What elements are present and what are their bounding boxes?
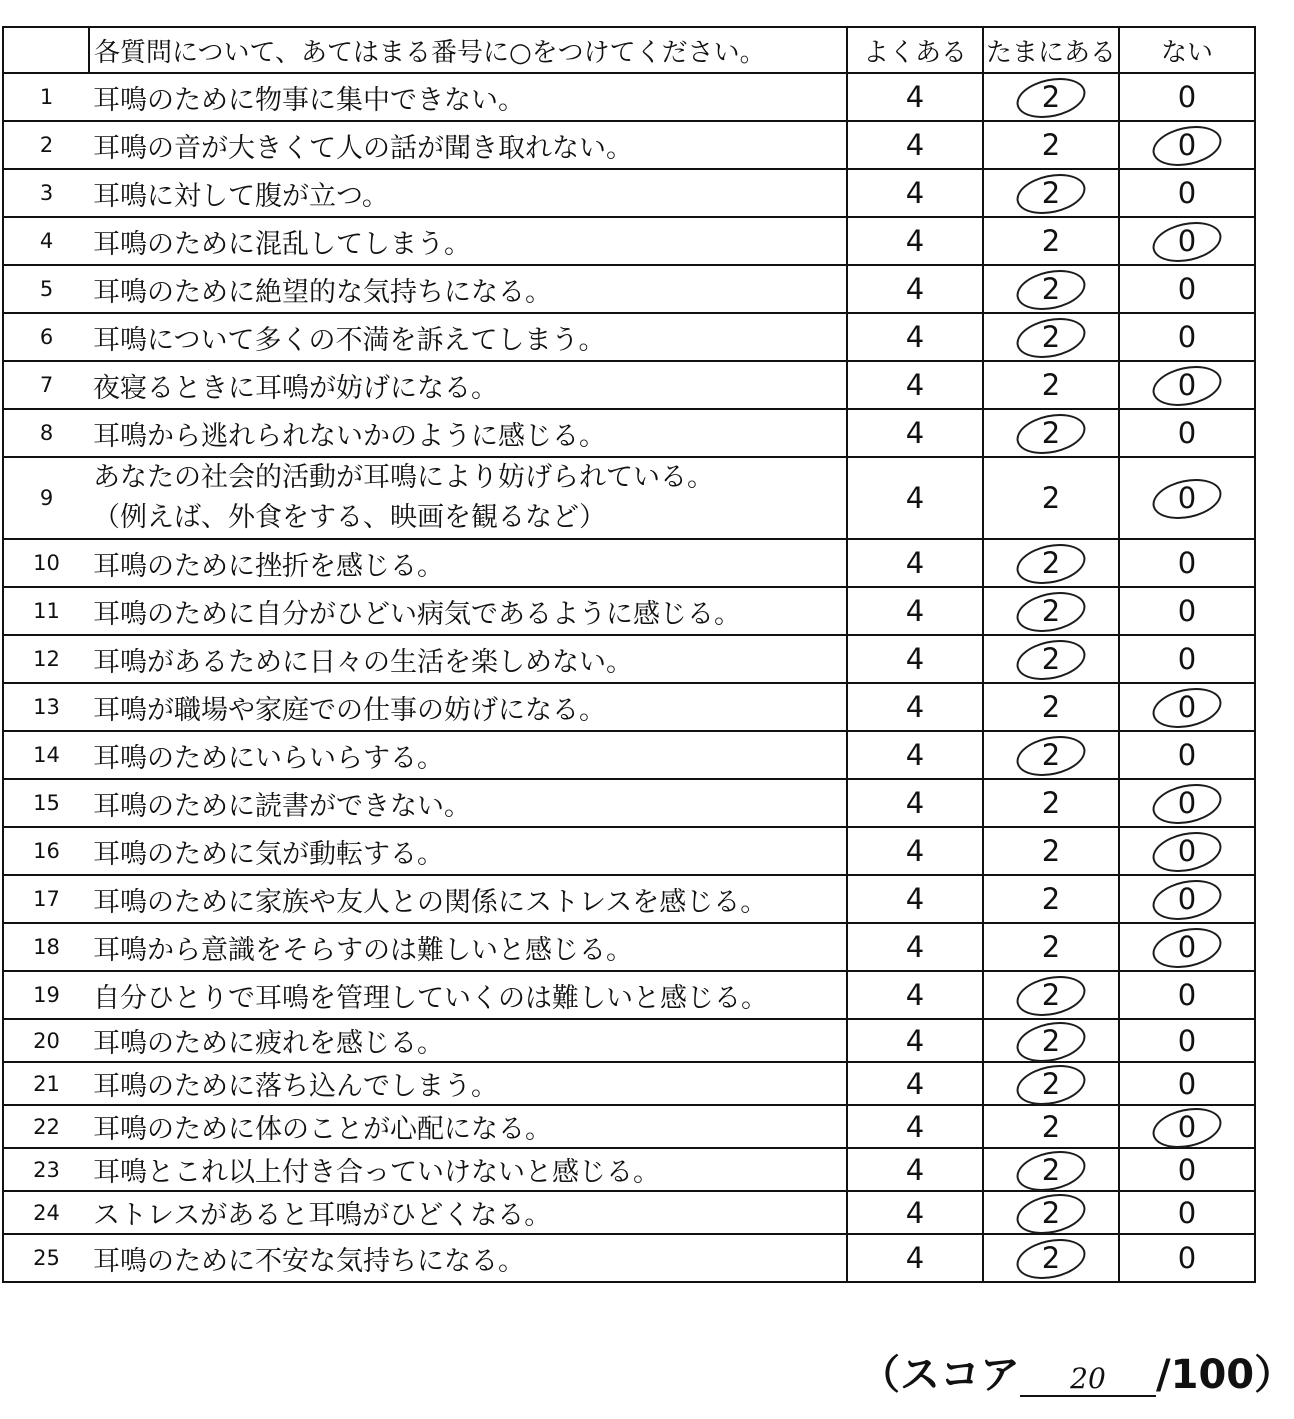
often-option-value: 4 — [905, 416, 925, 450]
sometimes-option-value: 2 — [1041, 128, 1061, 162]
never-option[interactable] — [1119, 361, 1255, 409]
never-option-value: 0 — [1177, 1195, 1197, 1230]
sometimes-option-value: 2 — [1041, 368, 1061, 402]
never-option-value: 0 — [1177, 176, 1197, 210]
table-row — [3, 1062, 1255, 1105]
never-option-value: 0 — [1177, 224, 1197, 258]
header-number-cell — [3, 27, 89, 73]
table-row — [3, 779, 1255, 827]
sometimes-option-value: 2 — [1041, 481, 1061, 515]
sometimes-option-value: 2 — [1041, 272, 1061, 306]
question-text: ストレスがあると耳鳴がひどくなる。 — [89, 1191, 847, 1234]
often-option[interactable] — [847, 457, 983, 539]
question-number: 10 — [3, 539, 89, 587]
sometimes-option[interactable] — [983, 121, 1119, 169]
often-option[interactable] — [847, 875, 983, 923]
never-option[interactable] — [1119, 875, 1255, 923]
question-number: 17 — [3, 875, 89, 923]
question-number: 18 — [3, 923, 89, 971]
table-row — [3, 409, 1255, 457]
table-row — [3, 73, 1255, 121]
table-row — [3, 361, 1255, 409]
question-text-line: あなたの社会的活動が耳鳴により妨げられている。 — [93, 462, 714, 493]
often-option-value: 4 — [905, 224, 925, 258]
question-text-note: （例えば、外食をする、映画を観るなど） — [93, 502, 606, 533]
question-number: 21 — [3, 1062, 89, 1105]
never-option-value: 0 — [1177, 368, 1197, 402]
question-text: 耳鳴のために挫折を感じる。 — [89, 539, 847, 587]
sometimes-option[interactable] — [983, 539, 1119, 587]
sometimes-option[interactable] — [983, 361, 1119, 409]
table-row — [3, 923, 1255, 971]
never-option[interactable] — [1119, 409, 1255, 457]
often-option-value: 4 — [905, 1152, 925, 1187]
sometimes-option[interactable] — [983, 923, 1119, 971]
never-option-value: 0 — [1177, 786, 1197, 820]
often-option[interactable] — [847, 1019, 983, 1062]
never-option-value: 0 — [1177, 642, 1197, 676]
never-option[interactable] — [1119, 827, 1255, 875]
never-option-value: 0 — [1177, 320, 1197, 354]
table-row — [3, 827, 1255, 875]
table-row — [3, 313, 1255, 361]
never-option[interactable] — [1119, 313, 1255, 361]
score-prefix: （スコア — [860, 1352, 1020, 1398]
table-row — [3, 731, 1255, 779]
question-number: 11 — [3, 587, 89, 635]
never-option-value: 0 — [1177, 1109, 1197, 1144]
question-text: 耳鳴に対して腹が立つ。 — [89, 169, 847, 217]
often-option-value: 4 — [905, 272, 925, 306]
often-option[interactable] — [847, 361, 983, 409]
table-row — [3, 1105, 1255, 1148]
question-number: 2 — [3, 121, 89, 169]
often-option-value: 4 — [905, 1023, 925, 1058]
never-option-value: 0 — [1177, 416, 1197, 450]
never-option[interactable] — [1119, 683, 1255, 731]
never-option[interactable] — [1119, 1148, 1255, 1191]
often-option-value: 4 — [905, 320, 925, 354]
never-option[interactable] — [1119, 217, 1255, 265]
often-option-value: 4 — [905, 368, 925, 402]
never-option[interactable] — [1119, 1234, 1255, 1282]
often-option-value: 4 — [905, 930, 925, 964]
never-option[interactable] — [1119, 1105, 1255, 1148]
often-option[interactable] — [847, 169, 983, 217]
sometimes-option[interactable] — [983, 683, 1119, 731]
often-option[interactable] — [847, 1148, 983, 1191]
question-number: 22 — [3, 1105, 89, 1148]
question-number: 23 — [3, 1148, 89, 1191]
questionnaire-table — [2, 26, 1256, 1283]
sometimes-option-value: 2 — [1041, 1195, 1061, 1230]
never-option-value: 0 — [1177, 738, 1197, 772]
sometimes-option[interactable] — [983, 1191, 1119, 1234]
often-option[interactable] — [847, 683, 983, 731]
score-value[interactable]: 20 — [1020, 1362, 1156, 1397]
question-text: 耳鳴のために落ち込んでしまう。 — [89, 1062, 847, 1105]
question-text: 耳鳴のために自分がひどい病気であるように感じる。 — [89, 587, 847, 635]
question-number: 5 — [3, 265, 89, 313]
sometimes-option[interactable] — [983, 779, 1119, 827]
never-option-value: 0 — [1177, 546, 1197, 580]
often-option-value: 4 — [905, 834, 925, 868]
never-option-value: 0 — [1177, 1152, 1197, 1187]
question-text: 耳鳴のために絶望的な気持ちになる。 — [89, 265, 847, 313]
never-option[interactable] — [1119, 587, 1255, 635]
never-option-value: 0 — [1177, 690, 1197, 724]
never-option[interactable] — [1119, 731, 1255, 779]
never-option[interactable] — [1119, 1019, 1255, 1062]
never-option-value: 0 — [1177, 272, 1197, 306]
sometimes-option-value: 2 — [1041, 978, 1061, 1012]
often-heading: よくある — [847, 27, 983, 73]
never-heading: ない — [1119, 27, 1255, 73]
question-number: 3 — [3, 169, 89, 217]
question-text: 耳鳴から逃れられないかのように感じる。 — [89, 409, 847, 457]
often-option[interactable] — [847, 635, 983, 683]
never-option[interactable] — [1119, 923, 1255, 971]
question-number: 20 — [3, 1019, 89, 1062]
often-option-value: 4 — [905, 1109, 925, 1144]
often-option[interactable] — [847, 121, 983, 169]
never-option-value: 0 — [1177, 1066, 1197, 1101]
often-option-value: 4 — [905, 1066, 925, 1101]
question-text: 耳鳴のために疲れを感じる。 — [89, 1019, 847, 1062]
often-option[interactable] — [847, 779, 983, 827]
often-option-value: 4 — [905, 594, 925, 628]
sometimes-option[interactable] — [983, 169, 1119, 217]
instruction-heading: 各質問について、あてはまる番号に○をつけてください。 — [89, 27, 847, 73]
often-option-value: 4 — [905, 642, 925, 676]
sometimes-option-value: 2 — [1041, 834, 1061, 868]
question-number: 13 — [3, 683, 89, 731]
sometimes-option-value: 2 — [1041, 594, 1061, 628]
table-row — [3, 683, 1255, 731]
question-text: 耳鳴の音が大きくて人の話が聞き取れない。 — [89, 121, 847, 169]
question-text: 耳鳴のためにいらいらする。 — [89, 731, 847, 779]
often-option[interactable] — [847, 1234, 983, 1282]
question-text: 耳鳴から意識をそらすのは難しいと感じる。 — [89, 923, 847, 971]
never-option-value: 0 — [1177, 128, 1197, 162]
often-option[interactable] — [847, 731, 983, 779]
question-number: 4 — [3, 217, 89, 265]
sometimes-option-value: 2 — [1041, 642, 1061, 676]
question-number: 16 — [3, 827, 89, 875]
never-option[interactable] — [1119, 457, 1255, 539]
question-text: 耳鳴とこれ以上付き合っていけないと感じる。 — [89, 1148, 847, 1191]
often-option-value: 4 — [905, 978, 925, 1012]
never-option-value: 0 — [1177, 80, 1197, 114]
often-option[interactable] — [847, 587, 983, 635]
sometimes-option-value: 2 — [1041, 546, 1061, 580]
table-row — [3, 587, 1255, 635]
score-line — [860, 1343, 1294, 1400]
question-rows — [3, 73, 1255, 1282]
sometimes-option-value: 2 — [1041, 1023, 1061, 1058]
question-number: 8 — [3, 409, 89, 457]
sometimes-option[interactable] — [983, 457, 1119, 539]
often-option[interactable] — [847, 313, 983, 361]
question-number: 25 — [3, 1234, 89, 1282]
often-option[interactable] — [847, 1105, 983, 1148]
sometimes-option-value: 2 — [1041, 882, 1061, 916]
sometimes-option-value: 2 — [1041, 416, 1061, 450]
never-option-value: 0 — [1177, 1023, 1197, 1058]
often-option-value: 4 — [905, 1195, 925, 1230]
sometimes-option[interactable] — [983, 1062, 1119, 1105]
never-option[interactable] — [1119, 169, 1255, 217]
sometimes-option-value: 2 — [1041, 176, 1061, 210]
sometimes-option-value: 2 — [1041, 1109, 1061, 1144]
sometimes-option[interactable] — [983, 217, 1119, 265]
question-number: 1 — [3, 73, 89, 121]
score-suffix: /100） — [1156, 1352, 1294, 1398]
never-option-value: 0 — [1177, 481, 1197, 515]
table-row — [3, 169, 1255, 217]
sometimes-option-value: 2 — [1041, 930, 1061, 964]
sometimes-option[interactable] — [983, 587, 1119, 635]
sometimes-option-value: 2 — [1041, 80, 1061, 114]
never-option[interactable] — [1119, 779, 1255, 827]
table-row — [3, 635, 1255, 683]
sometimes-option[interactable] — [983, 73, 1119, 121]
never-option-value: 0 — [1177, 1241, 1197, 1275]
table-row — [3, 1191, 1255, 1234]
never-option[interactable] — [1119, 1191, 1255, 1234]
sometimes-option-value: 2 — [1041, 1152, 1061, 1187]
question-text: 耳鳴のために家族や友人との関係にストレスを感じる。 — [89, 875, 847, 923]
often-option-value: 4 — [905, 546, 925, 580]
question-text: 耳鳴のために混乱してしまう。 — [89, 217, 847, 265]
never-option[interactable] — [1119, 265, 1255, 313]
never-option[interactable] — [1119, 121, 1255, 169]
question-text: 耳鳴のために体のことが心配になる。 — [89, 1105, 847, 1148]
sometimes-option-value: 2 — [1041, 690, 1061, 724]
sometimes-option[interactable] — [983, 409, 1119, 457]
table-row — [3, 539, 1255, 587]
often-option-value: 4 — [905, 1241, 925, 1275]
often-option-value: 4 — [905, 786, 925, 820]
table-row — [3, 265, 1255, 313]
sometimes-option-value: 2 — [1041, 1066, 1061, 1101]
often-option[interactable] — [847, 923, 983, 971]
sometimes-option[interactable] — [983, 265, 1119, 313]
question-text: 耳鳴が職場や家庭での仕事の妨げになる。 — [89, 683, 847, 731]
question-number: 12 — [3, 635, 89, 683]
often-option[interactable] — [847, 409, 983, 457]
table-row — [3, 875, 1255, 923]
sometimes-option[interactable] — [983, 1148, 1119, 1191]
sometimes-option-value: 2 — [1041, 738, 1061, 772]
table-row — [3, 1148, 1255, 1191]
question-number: 14 — [3, 731, 89, 779]
often-option[interactable] — [847, 265, 983, 313]
question-number: 9 — [3, 457, 89, 539]
sometimes-option[interactable] — [983, 971, 1119, 1019]
question-text: 自分ひとりで耳鳴を管理していくのは難しいと感じる。 — [89, 971, 847, 1019]
often-option-value: 4 — [905, 738, 925, 772]
sometimes-option-value: 2 — [1041, 1241, 1061, 1275]
sometimes-option[interactable] — [983, 1019, 1119, 1062]
often-option[interactable] — [847, 827, 983, 875]
question-text — [89, 457, 847, 539]
often-option-value: 4 — [905, 80, 925, 114]
header-row — [3, 27, 1255, 73]
table-row — [3, 457, 1255, 539]
question-number: 19 — [3, 971, 89, 1019]
sometimes-option-value: 2 — [1041, 786, 1061, 820]
question-number: 6 — [3, 313, 89, 361]
never-option[interactable] — [1119, 971, 1255, 1019]
sometimes-heading: たまにある — [983, 27, 1119, 73]
often-option-value: 4 — [905, 882, 925, 916]
often-option[interactable] — [847, 73, 983, 121]
table-row — [3, 1019, 1255, 1062]
sometimes-option-value: 2 — [1041, 320, 1061, 354]
never-option[interactable] — [1119, 1062, 1255, 1105]
questionnaire — [2, 26, 1254, 1283]
never-option[interactable] — [1119, 635, 1255, 683]
question-number: 24 — [3, 1191, 89, 1234]
sometimes-option[interactable] — [983, 635, 1119, 683]
often-option[interactable] — [847, 1062, 983, 1105]
question-text: 夜寝るときに耳鳴が妨げになる。 — [89, 361, 847, 409]
question-text: 耳鳴があるために日々の生活を楽しめない。 — [89, 635, 847, 683]
never-option[interactable] — [1119, 539, 1255, 587]
often-option[interactable] — [847, 1191, 983, 1234]
question-text: 耳鳴のために気が動転する。 — [89, 827, 847, 875]
never-option-value: 0 — [1177, 834, 1197, 868]
often-option[interactable] — [847, 217, 983, 265]
never-option-value: 0 — [1177, 882, 1197, 916]
question-number: 7 — [3, 361, 89, 409]
sometimes-option[interactable] — [983, 1105, 1119, 1148]
question-text: 耳鳴のために不安な気持ちになる。 — [89, 1234, 847, 1282]
never-option-value: 0 — [1177, 930, 1197, 964]
often-option-value: 4 — [905, 690, 925, 724]
sometimes-option[interactable] — [983, 875, 1119, 923]
often-option-value: 4 — [905, 176, 925, 210]
sometimes-option[interactable] — [983, 313, 1119, 361]
table-row — [3, 217, 1255, 265]
question-text: 耳鳴のために物事に集中できない。 — [89, 73, 847, 121]
sometimes-option-value: 2 — [1041, 224, 1061, 258]
often-option-value: 4 — [905, 128, 925, 162]
question-text: 耳鳴について多くの不満を訴えてしまう。 — [89, 313, 847, 361]
often-option[interactable] — [847, 971, 983, 1019]
sometimes-option[interactable] — [983, 827, 1119, 875]
never-option[interactable] — [1119, 73, 1255, 121]
question-text: 耳鳴のために読書ができない。 — [89, 779, 847, 827]
never-option-value: 0 — [1177, 978, 1197, 1012]
question-number: 15 — [3, 779, 89, 827]
table-row — [3, 1234, 1255, 1282]
sometimes-option[interactable] — [983, 1234, 1119, 1282]
never-option-value: 0 — [1177, 594, 1197, 628]
often-option-value: 4 — [905, 481, 925, 515]
often-option[interactable] — [847, 539, 983, 587]
sometimes-option[interactable] — [983, 731, 1119, 779]
table-row — [3, 121, 1255, 169]
table-row — [3, 971, 1255, 1019]
